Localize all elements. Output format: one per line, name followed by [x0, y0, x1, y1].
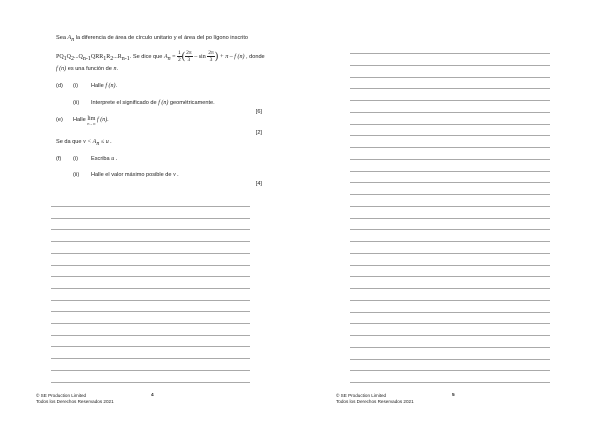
question-d-i-label: (i): [73, 83, 78, 89]
answer-line: [350, 229, 550, 230]
answer-line: [350, 171, 550, 172]
question-d-ii-text: Interprete el significado de f (n) geométricamente.: [91, 100, 215, 106]
answer-line: [51, 382, 250, 383]
answer-line: [51, 335, 250, 336]
answer-line: [51, 311, 250, 312]
answer-line: [350, 288, 550, 289]
answer-line: [350, 359, 550, 360]
answer-line: [51, 265, 250, 266]
answer-line: [350, 218, 550, 219]
question-f-label: (f): [56, 156, 62, 162]
given-condition: Se da que $v < A_n \le u$ .: [56, 139, 112, 148]
answer-line: [51, 253, 250, 254]
answer-line: [51, 358, 250, 359]
answer-line: [51, 229, 250, 230]
answer-line: [51, 276, 250, 277]
answer-line: [51, 206, 250, 207]
answer-line: [51, 300, 250, 301]
answer-line: [350, 382, 550, 383]
question-f-ii-text: Halle el valor máximo posible de v .: [91, 172, 179, 178]
answer-line: [350, 88, 550, 89]
answer-line: [350, 253, 550, 254]
intro-line-3: f (n) es una función de n.: [56, 66, 119, 72]
question-d-i-text: Halle f (n).: [91, 83, 118, 89]
answer-line: [350, 100, 550, 101]
copyright-footer-left: © SE Production Limited Todos los Derechos Reservados 2021: [36, 393, 114, 404]
answer-line: [350, 323, 550, 324]
answer-line: [350, 135, 550, 136]
question-f-i-label: (i): [73, 156, 78, 162]
answer-line: [350, 335, 550, 336]
answer-line: [51, 241, 250, 242]
answer-line: [51, 370, 250, 371]
answer-line: [350, 241, 550, 242]
right-page: [300, 0, 600, 424]
copyright-footer-right: © SE Production Limited Todos los Derechos Reservados 2021: [336, 393, 414, 404]
answer-line: [350, 77, 550, 78]
answer-line: [350, 182, 550, 183]
answer-line: [350, 300, 550, 301]
answer-line: [51, 323, 250, 324]
answer-line: [350, 265, 550, 266]
area-equation: $A_n$ = $\frac{1}{2}$ ( $\frac{2\pi}{3}$ – sin $\frac{2\pi}{3}$ ) + π – f (n): [163, 50, 245, 63]
intro-line-2: $PQ_1Q_2...Q_{n-1}QRR_1R_2...R_{n-1}$. Se dice que $A_n$ = $\frac{1}{2}$ ( $\frac{2\pi}{3}$ – sin $\frac{2\pi}{3}$ ) + π – f (n) , donde: [56, 50, 265, 63]
answer-line: [350, 159, 550, 160]
answer-line: [350, 347, 550, 348]
question-d-label: (d): [56, 83, 63, 89]
answer-line: [350, 194, 550, 195]
page-number-right: 5: [452, 393, 455, 398]
answer-line: [51, 288, 250, 289]
question-f-marks: [4]: [255, 181, 262, 187]
answer-line: [350, 147, 550, 148]
answer-line: [350, 65, 550, 66]
answer-line: [51, 346, 250, 347]
question-d-marks: [6]: [255, 109, 262, 115]
question-f-i-text: Escriba u .: [91, 156, 118, 162]
question-e-marks: [2]: [255, 130, 262, 136]
answer-line: [350, 206, 550, 207]
answer-line: [350, 53, 550, 54]
answer-line: [51, 218, 250, 219]
answer-line: [350, 112, 550, 113]
answer-line: [350, 370, 550, 371]
question-e-text: Halle lim n→∞ f (n).: [73, 116, 109, 126]
question-d-ii-label: (ii): [73, 100, 80, 106]
answer-line: [350, 276, 550, 277]
question-f-ii-label: (ii): [73, 172, 80, 178]
answer-line: [350, 312, 550, 313]
question-e-label: (e): [56, 117, 63, 123]
intro-line-1: Sea $A_n$ la diferencia de área de círculo unitario y el área del po lígono inscrito: [56, 35, 249, 44]
page-number-left: 4: [151, 393, 154, 398]
answer-line: [350, 124, 550, 125]
